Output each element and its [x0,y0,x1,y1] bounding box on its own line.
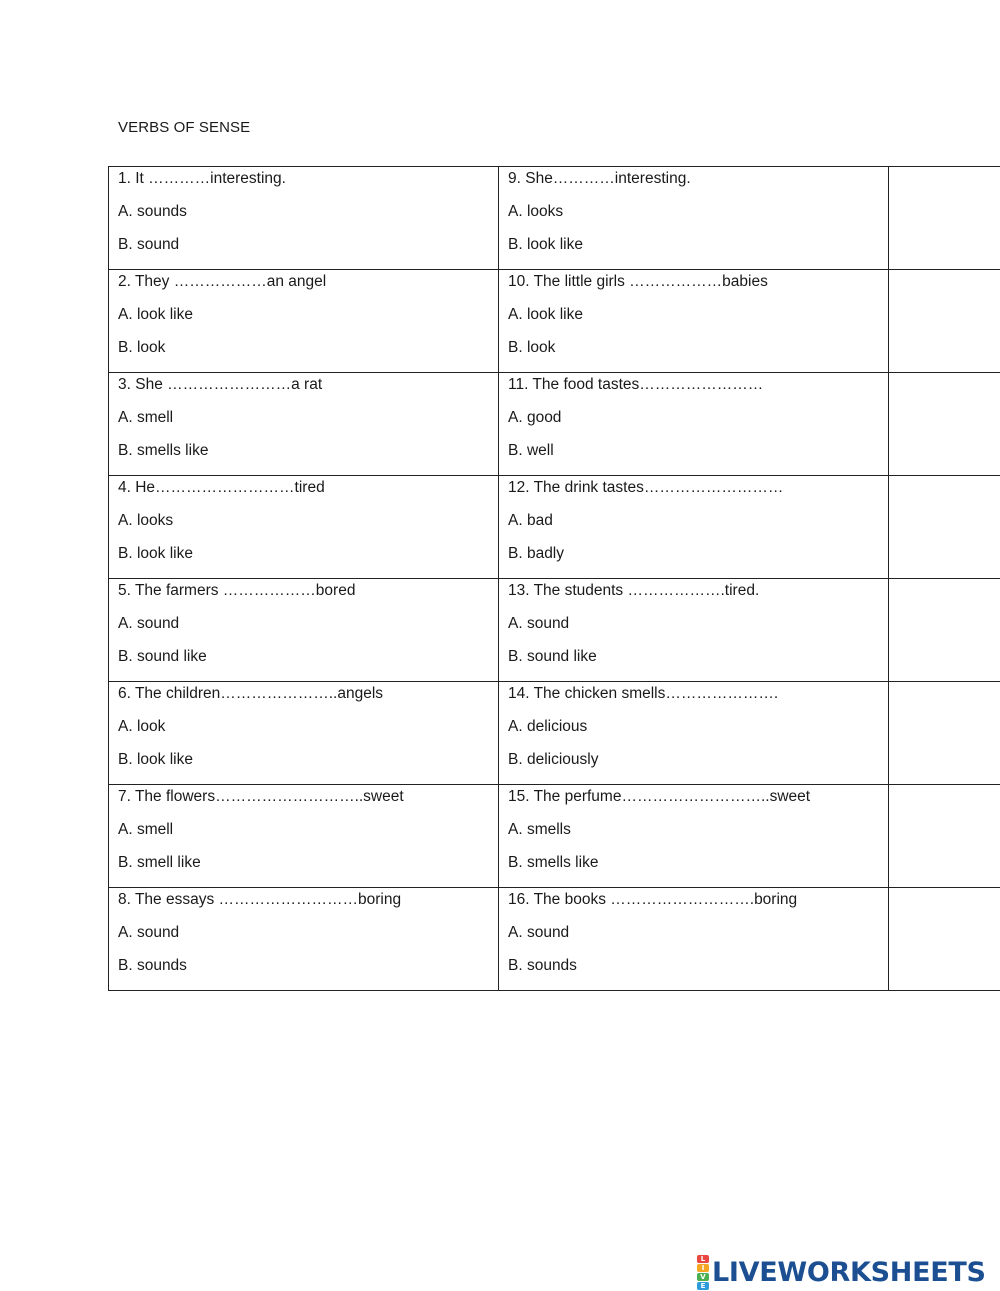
question-text: 7. The flowers………………………..sweet [118,788,404,805]
question-text: 5. The farmers ………………bored [118,582,356,599]
question-cell [499,167,889,270]
question-cell [499,888,889,991]
question-cell [499,682,889,785]
empty-cell [889,476,1000,579]
question-row [109,888,1000,991]
question-cell [109,888,499,991]
question-cell [109,785,499,888]
option-b[interactable]: B. sound like [118,648,207,665]
question-text: 1. It …………interesting. [118,170,286,187]
question-text: 10. The little girls ………………babies [508,273,768,290]
option-a[interactable]: A. sound [118,924,180,941]
option-a[interactable]: A. sounds [118,203,187,220]
option-b[interactable]: B. look like [118,751,193,768]
question-cell [109,167,499,270]
option-a[interactable]: A. look [118,718,166,735]
option-a[interactable]: A. sound [508,615,570,632]
question-cell [109,373,499,476]
option-a[interactable]: A. look like [118,306,193,323]
question-cell [499,476,889,579]
empty-cell [889,579,1000,682]
question-row [109,682,1000,785]
option-b[interactable]: B. sounds [118,957,187,974]
option-b[interactable]: B. sound like [508,648,597,665]
logo-block: V [697,1273,709,1281]
option-a[interactable]: A. smell [118,409,174,426]
option-b[interactable]: B. look [508,339,556,356]
option-b[interactable]: B. look [118,339,166,356]
option-a[interactable]: A. looks [508,203,564,220]
question-text: 12. The drink tastes……………………… [508,479,784,496]
page-title: VERBS OF SENSE [118,119,251,136]
logo-block: L [697,1255,709,1263]
empty-cell [889,167,1000,270]
empty-cell [889,785,1000,888]
option-a[interactable]: A. smell [118,821,174,838]
question-row [109,373,1000,476]
question-row [109,579,1000,682]
question-cell [499,785,889,888]
question-cell [499,270,889,373]
question-text: 6. The children…………………..angels [118,685,384,702]
empty-cell [889,270,1000,373]
empty-cell [889,373,1000,476]
question-text: 13. The students ……………….tired. [508,582,760,599]
logo-block: I [697,1264,709,1272]
logo-block: E [697,1282,709,1290]
option-a[interactable]: A. sound [508,924,570,941]
option-b[interactable]: B. deliciously [508,751,599,768]
question-text: 15. The perfume………………………..sweet [508,788,811,805]
option-a[interactable]: A. look like [508,306,583,323]
option-b[interactable]: B. well [508,442,554,459]
question-row [109,785,1000,888]
question-cell [109,682,499,785]
quiz-table [108,166,1000,991]
question-text: 11. The food tastes…………………… [508,376,764,393]
option-b[interactable]: B. smells like [508,854,599,871]
option-b[interactable]: B. sound [118,236,180,253]
question-text: 8. The essays ………………………boring [118,891,402,908]
question-text: 3. She ……………………a rat [118,376,323,393]
option-a[interactable]: A. good [508,409,562,426]
option-a[interactable]: A. smells [508,821,571,838]
logo-icon [697,1255,709,1290]
question-cell [109,476,499,579]
logo-text: LIVEWORKSHEETS [712,1257,986,1288]
question-row [109,270,1000,373]
question-cell [109,270,499,373]
question-row [109,476,1000,579]
option-b[interactable]: B. look like [118,545,193,562]
option-b[interactable]: B. smells like [118,442,209,459]
option-b[interactable]: B. look like [508,236,583,253]
question-cell [499,373,889,476]
empty-cell [889,682,1000,785]
question-row [109,167,1000,270]
option-b[interactable]: B. badly [508,545,565,562]
empty-cell [889,888,1000,991]
question-cell [499,579,889,682]
question-cell [109,579,499,682]
option-a[interactable]: A. bad [508,512,553,529]
question-text: 14. The chicken smells…………………. [508,685,779,702]
question-text: 2. They ………………an angel [118,273,327,290]
liveworksheets-logo [697,1255,986,1290]
question-text: 16. The books ……………………….boring [508,891,798,908]
option-a[interactable]: A. sound [118,615,180,632]
question-text: 4. He………………………tired [118,479,325,496]
option-a[interactable]: A. looks [118,512,174,529]
option-a[interactable]: A. delicious [508,718,588,735]
question-text: 9. She…………interesting. [508,170,691,187]
option-b[interactable]: B. smell like [118,854,201,871]
option-b[interactable]: B. sounds [508,957,577,974]
